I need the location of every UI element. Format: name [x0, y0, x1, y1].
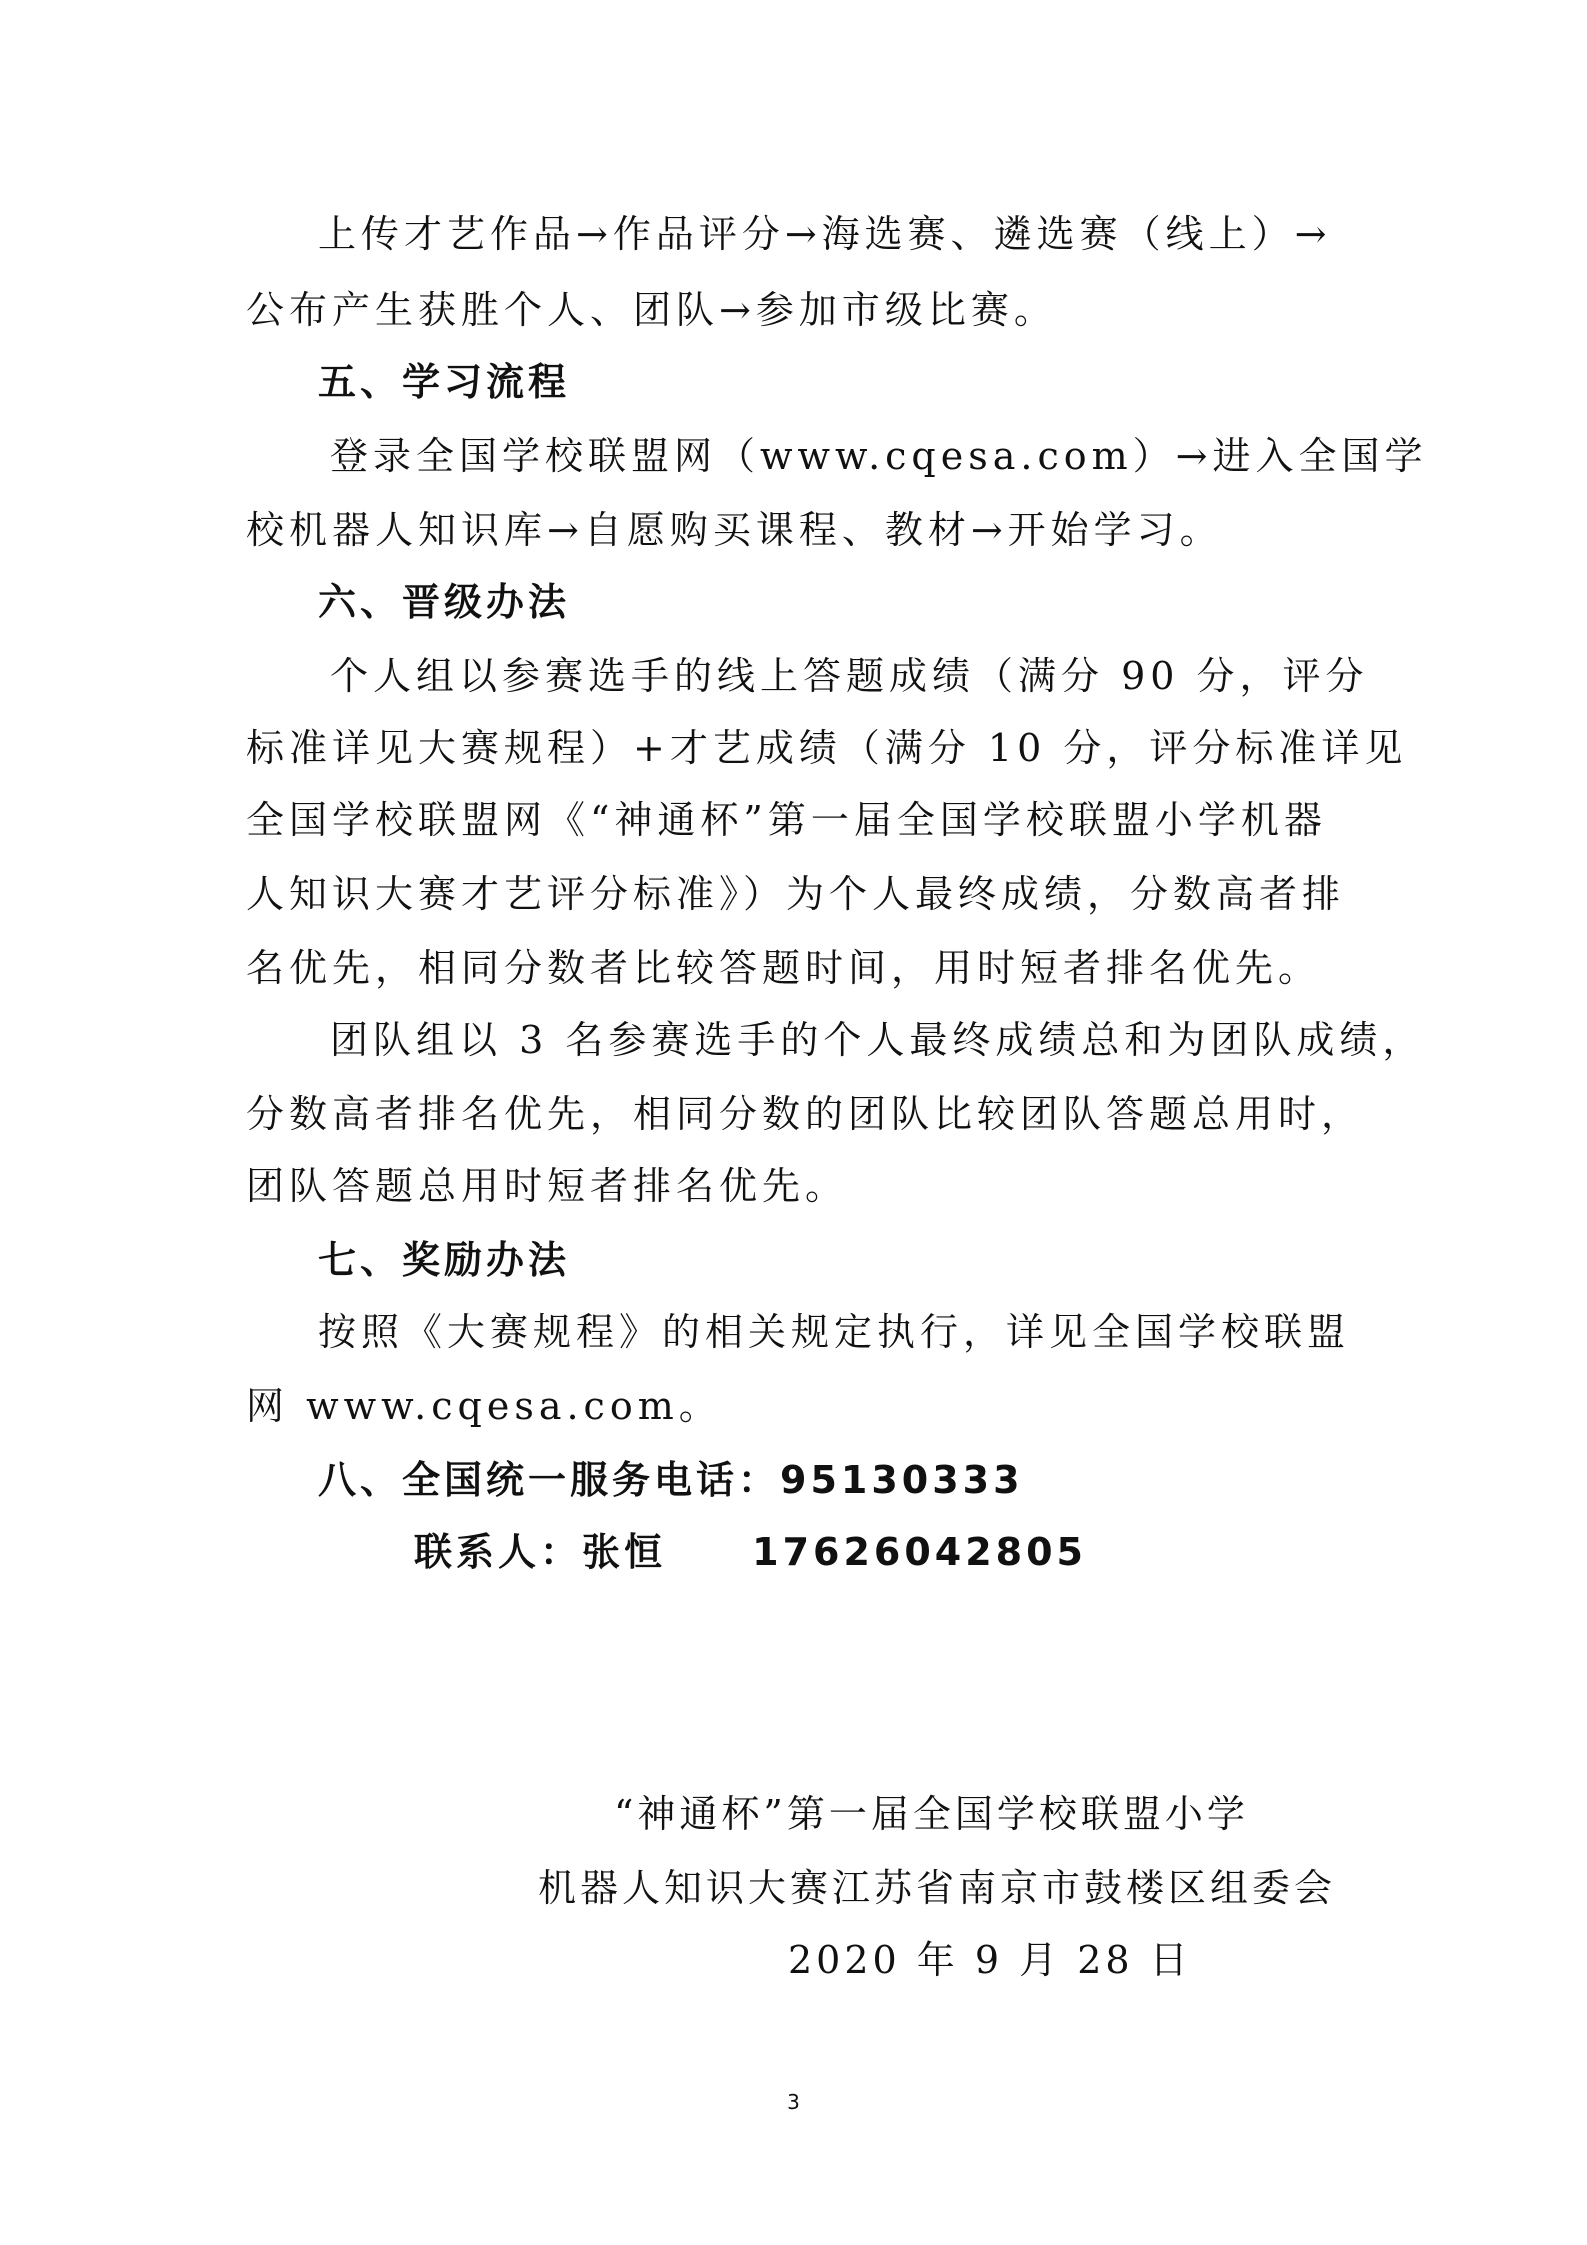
section-six-para2-line-3: 团队答题总用时短者排名优先。 — [246, 1164, 849, 1208]
section-four-line-1: 上传才艺作品→作品评分→海选赛、遴选赛（线上）→ — [318, 212, 1332, 256]
section-six-para2-line-1: 团队组以 3 名参赛选手的个人最终成绩总和为团队成绩， — [330, 1018, 1426, 1062]
signature-organizer-line-2: 机器人知识大赛江苏省南京市鼓楼区组委会 — [538, 1866, 1337, 1910]
page-number: 3 — [787, 2090, 800, 2114]
section-six-para1-line-3: 全国学校联盟网《“神通杯”第一届全国学校联盟小学机器 — [246, 798, 1327, 842]
section-seven-line-2: 网 www.cqesa.com。 — [246, 1384, 722, 1428]
section-seven-heading: 七、奖励办法 — [318, 1238, 571, 1282]
section-six-para2-line-2: 分数高者排名优先，相同分数的团队比较团队答题总用时， — [246, 1092, 1365, 1136]
section-six-para1-line-1: 个人组以参赛选手的线上答题成绩（满分 90 分，评分 — [330, 654, 1369, 698]
section-eight-heading: 八、全国统一服务电话：95130333 — [318, 1458, 1024, 1502]
section-five-line-2: 校机器人知识库→自愿购买课程、教材→开始学习。 — [246, 508, 1223, 552]
section-four-line-2: 公布产生获胜个人、团队→参加市级比赛。 — [246, 288, 1057, 332]
signature-date: 2020 年 9 月 28 日 — [788, 1938, 1192, 1982]
contact-person: 联系人：张恒 17626042805 — [414, 1530, 1087, 1574]
section-six-heading: 六、晋级办法 — [318, 580, 571, 624]
signature-organizer-line-1: “神通杯”第一届全国学校联盟小学 — [614, 1792, 1249, 1836]
section-six-para1-line-4: 人知识大赛才艺评分标准》）为个人最终成绩，分数高者排 — [246, 872, 1346, 916]
section-five-line-1: 登录全国学校联盟网（www.cqesa.com）→进入全国学 — [330, 434, 1428, 478]
section-seven-line-1: 按照《大赛规程》的相关规定执行，详见全国学校联盟 — [318, 1310, 1351, 1354]
section-six-para1-line-5: 名优先，相同分数者比较答题时间，用时短者排名优先。 — [246, 946, 1322, 990]
section-five-heading: 五、学习流程 — [318, 360, 571, 404]
section-six-para1-line-2: 标准详见大赛规程）+才艺成绩（满分 10 分，评分标准详见 — [246, 726, 1408, 770]
